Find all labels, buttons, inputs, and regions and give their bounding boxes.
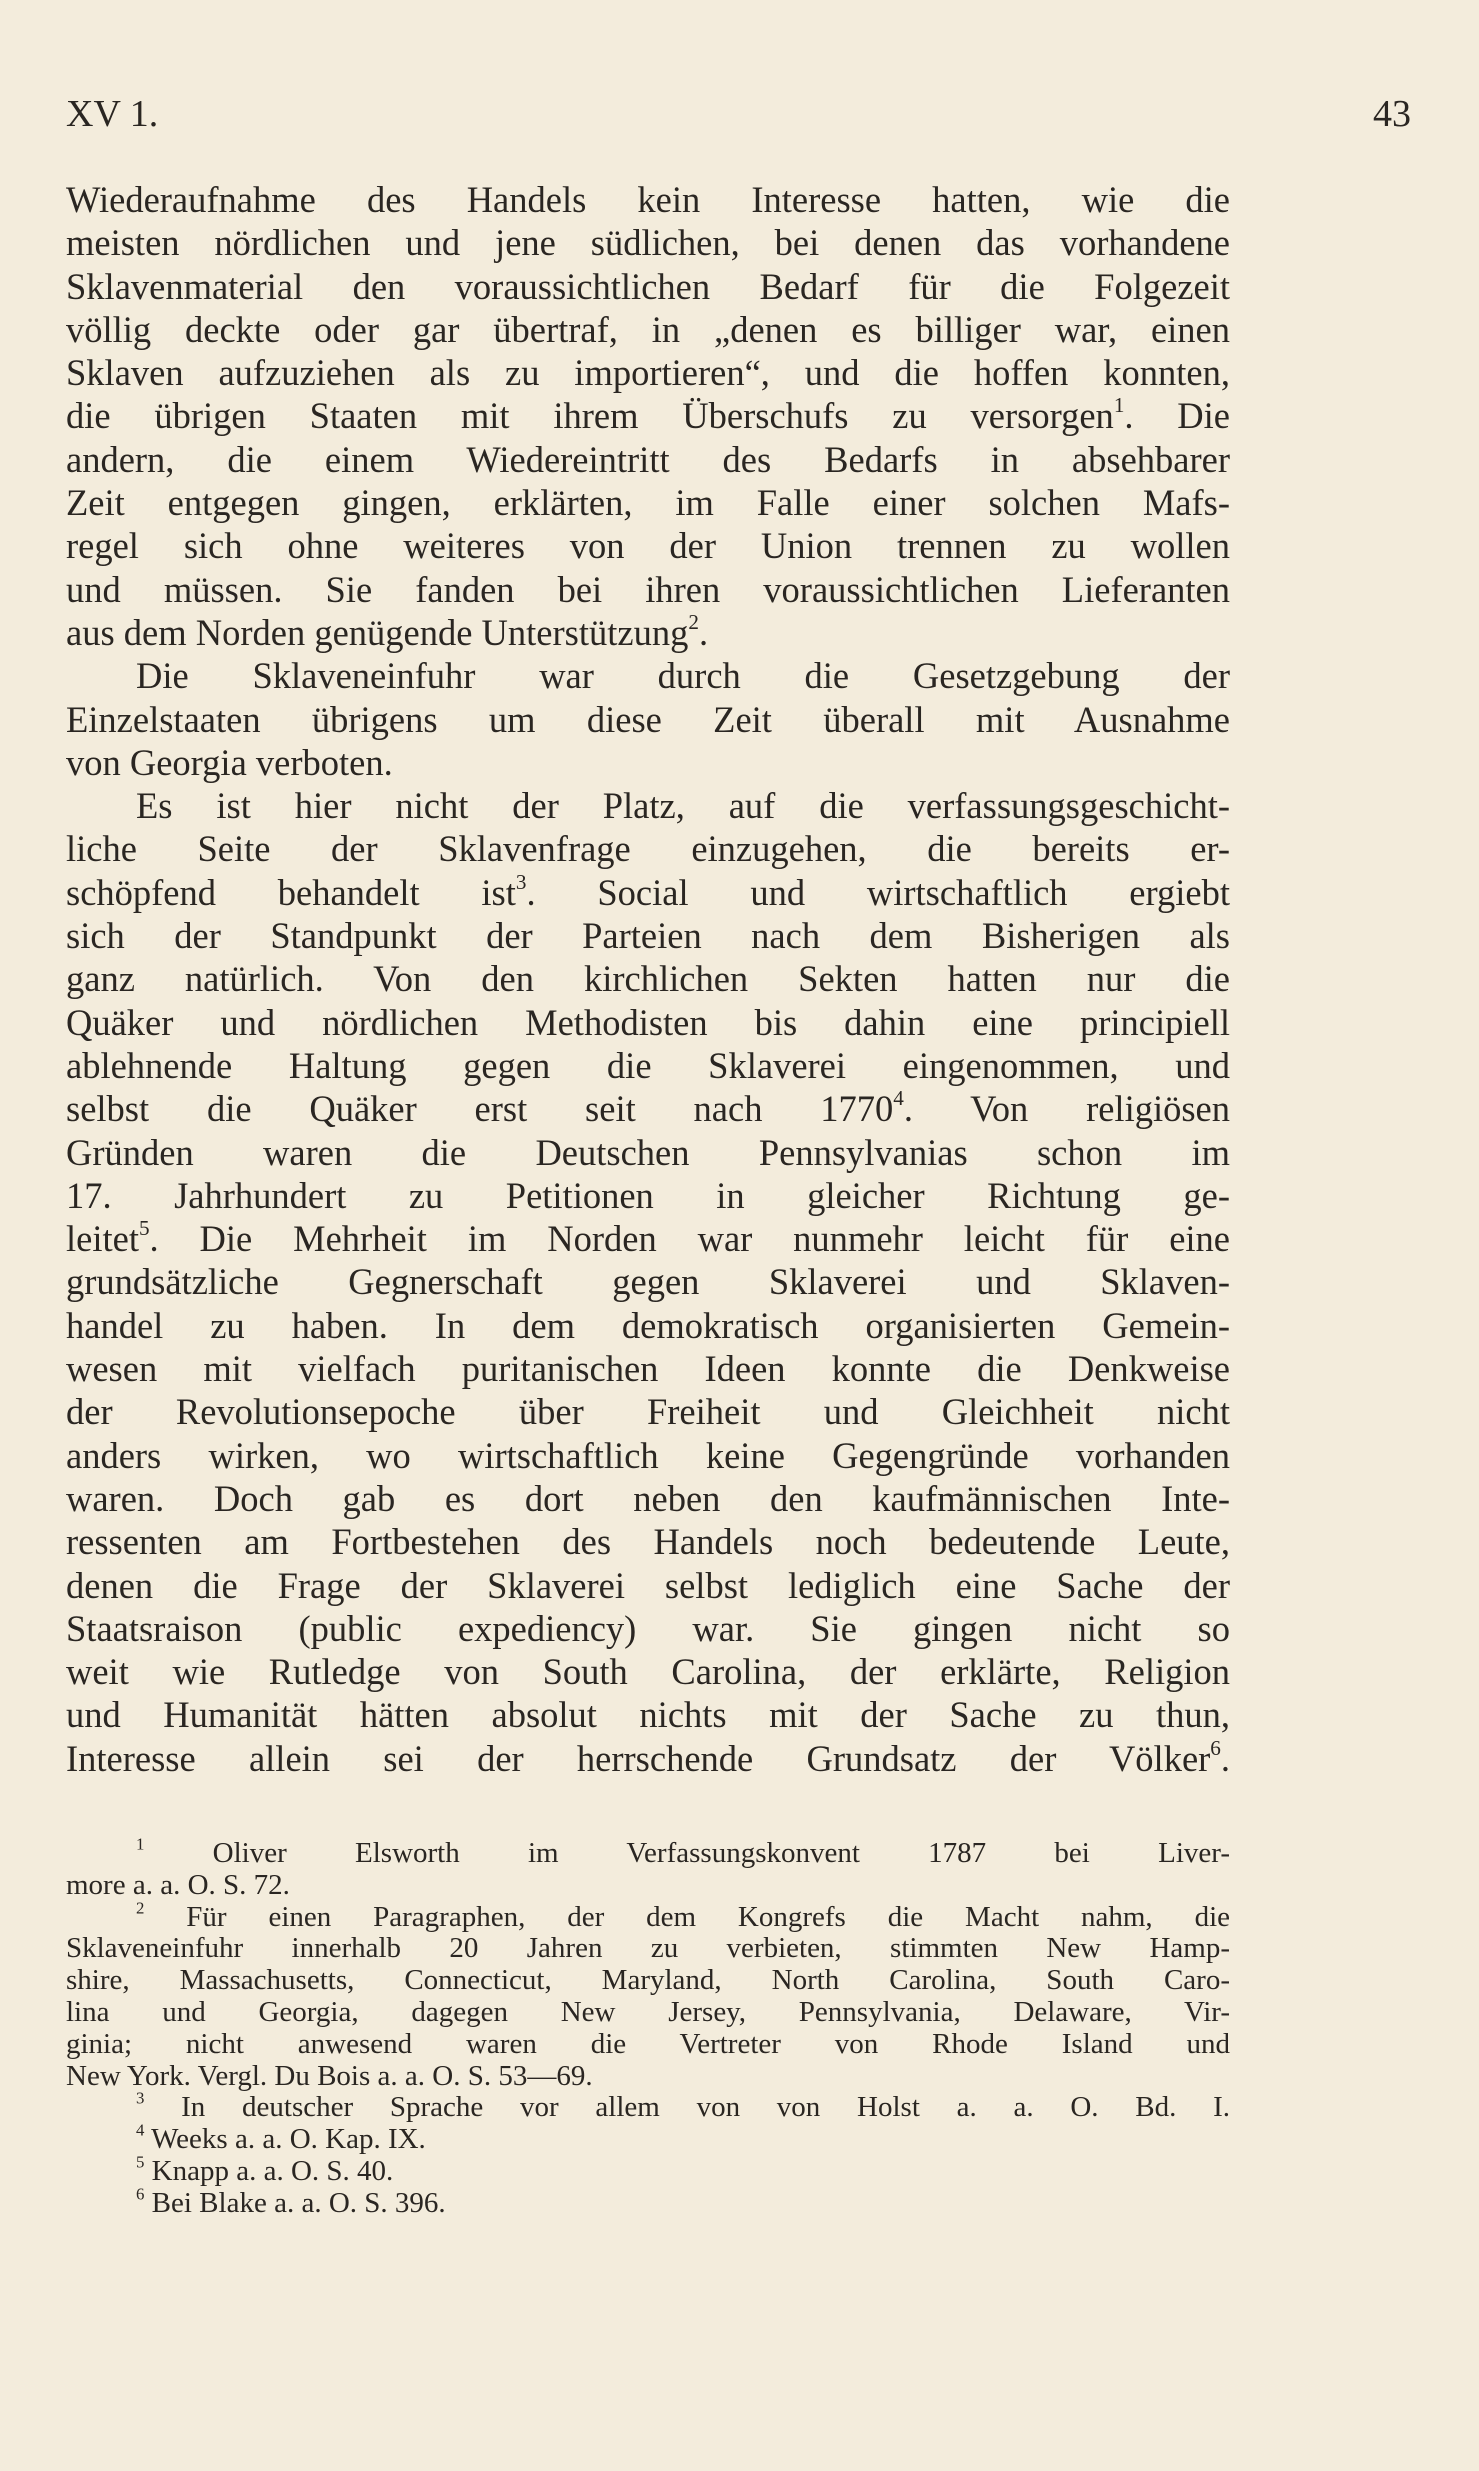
page-number: 43 [1373,93,1411,135]
text-line: grundsätzliche Gegnerschaft gegen Sklaverei und Sklaven- [66,1261,1230,1303]
footnote-number: 4 [136,2124,145,2140]
text-line: und müssen. Sie fanden bei ihren voraussichtlichen Lieferanten [66,568,1230,610]
text-line: ablehnende Haltung gegen die Sklaverei eingenommen, und [66,1044,1230,1086]
text-line: ressenten am Fortbestehen des Handels noch bedeutende Leute, [66,1521,1230,1563]
text-line: denen die Frage der Sklaverei selbst lediglich eine Sache der [66,1564,1230,1606]
footnote-number: 6 [136,2187,145,2204]
footnote-line: more a. a. O. S. 72. [66,1869,290,1901]
text-line: völlig deckte oder gar übertraf, in „denen es billiger war, einen [66,308,1230,350]
footnote-line: Sklaveneinfuhr innerhalb 20 Jahren zu verbieten, stimmten New Hamp- [66,1933,1230,1965]
text-line: Interesse allein sei der herrschende Grundsatz der Völker$^6$. [66,1736,1230,1779]
footnote-line: $^3$ In deutscher Sprache vor allem von von Holst a. a. O. Bd. I. [66,2092,1230,2124]
footnote-marker: 1 [1113,394,1125,418]
text-line: Es ist hier nicht der Platz, auf die verfassungsgeschicht- [136,785,1230,827]
text-line: anders wirken, wo wirtschaftlich keine Gegengründe vorhanden [66,1434,1230,1476]
text-line: Wiederaufnahme des Handels kein Interesse hatten, wie die [66,179,1230,220]
text-line: Zeit entgegen gingen, erklärten, im Falle einer solchen Mafs- [66,482,1230,524]
footnote-marker: 5 [138,1217,150,1241]
footnote-marker: 6 [1210,1736,1221,1760]
text-line: sich der Standpunkt der Parteien nach dem Bisherigen als [66,915,1230,957]
footnote-line: ginia; nicht anwesend waren die Vertreter von Rhode Island und [66,2028,1230,2060]
text-line: handel zu haben. In dem demokratisch organisierten Gemein- [66,1304,1230,1346]
main-text [66,178,1230,1780]
footnote-number: 2 [136,1901,145,1917]
text-line: wesen mit vielfach puritanischen Ideen konnte die Denkweise [66,1348,1230,1390]
footnote-line: $^6$ Bei Blake a. a. O. S. 396. [66,2188,1230,2220]
footnote-number: 3 [136,2092,145,2108]
footnote-line: New York. Vergl. Du Bois a. a. O. S. 53—69. [66,2060,593,2092]
text-line: der Revolutionsepoche über Freiheit und Gleichheit nicht [66,1391,1230,1433]
text-line: schöpfend behandelt ist$^3$. Social und wirtschaftlich ergiebt [66,870,1230,913]
text-line: andern, die einem Wiedereintritt des Bedarfs in absehbarer [66,438,1230,480]
text-line: selbst die Quäker erst seit nach 1770$^4$. Von religiösen [66,1087,1230,1130]
footnote-number: 5 [136,2155,145,2172]
footnote-marker: 3 [515,870,527,894]
footnote-line: lina und Georgia, dagegen New Jersey, Pennsylvania, Delaware, Vir- [66,1996,1230,2028]
text-line: regel sich ohne weiteres von der Union trennen zu wollen [66,525,1230,567]
text-line: liche Seite der Sklavenfrage einzugehen, die bereits er- [66,828,1230,870]
footnote-line: shire, Massachusetts, Connecticut, Maryland, North Carolina, South Caro- [66,1965,1230,1997]
text-line: Gründen waren die Deutschen Pennsylvanias schon im [66,1131,1230,1173]
footnote-number: 1 [136,1838,145,1854]
text-line: leitet$^5$. Die Mehrheit im Norden war nunmehr leicht für eine [66,1217,1230,1260]
footnotes [66,1838,1230,2220]
section-marker: XV 1. [66,93,159,135]
text-line: Quäker und nördlichen Methodisten bis dahin eine principiell [66,1001,1230,1043]
text-line: Sklavenmaterial den voraussichtlichen Bedarf für die Folgezeit [66,265,1230,307]
text-line: und Humanität hätten absolut nichts mit der Sache zu thun, [66,1694,1230,1736]
footnote-line: $^2$ Für einen Paragraphen, der dem Kongrefs die Macht nahm, die [66,1902,1230,1934]
footnote-line: $^5$ Knapp a. a. O. S. 40. [66,2156,1230,2188]
text-line: Einzelstaaten übrigens um diese Zeit überall mit Ausnahme [66,698,1230,740]
text-line: Die Sklaveneinfuhr war durch die Gesetzgebung der [136,655,1230,697]
footnote-line: $^1$ Oliver Elsworth im Verfassungskonvent 1787 bei Liver- [66,1838,1230,1870]
running-header [66,92,1411,142]
footnote-line: $^4$ Weeks a. a. O. Kap. IX. [66,2124,1230,2156]
text-line: die übrigen Staaten mit ihrem Überschufs zu versorgen$^1$. Die [66,394,1230,437]
text-line: Sklaven aufzuziehen als zu importieren“, und die hoffen konnten, [66,352,1230,394]
text-line: 17. Jahrhundert zu Petitionen in gleicher Richtung ge- [66,1174,1230,1216]
text-line: meisten nördlichen und jene südlichen, bei denen das vorhandene [66,222,1230,264]
text-line: ganz natürlich. Von den kirchlichen Sekten hatten nur die [66,958,1230,1000]
footnote-marker: 4 [893,1087,904,1111]
text-line: weit wie Rutledge von South Carolina, der erklärte, Religion [66,1651,1230,1693]
footnote-marker: 2 [688,610,699,635]
text-line: waren. Doch gab es dort neben den kaufmännischen Inte- [66,1477,1230,1519]
text-line: Staatsraison (public expediency) war. Sie gingen nicht so [66,1607,1230,1649]
text-line: aus dem Norden genügende Unterstützung$^2$. [66,610,709,653]
text-line: von Georgia verboten. [66,741,393,783]
